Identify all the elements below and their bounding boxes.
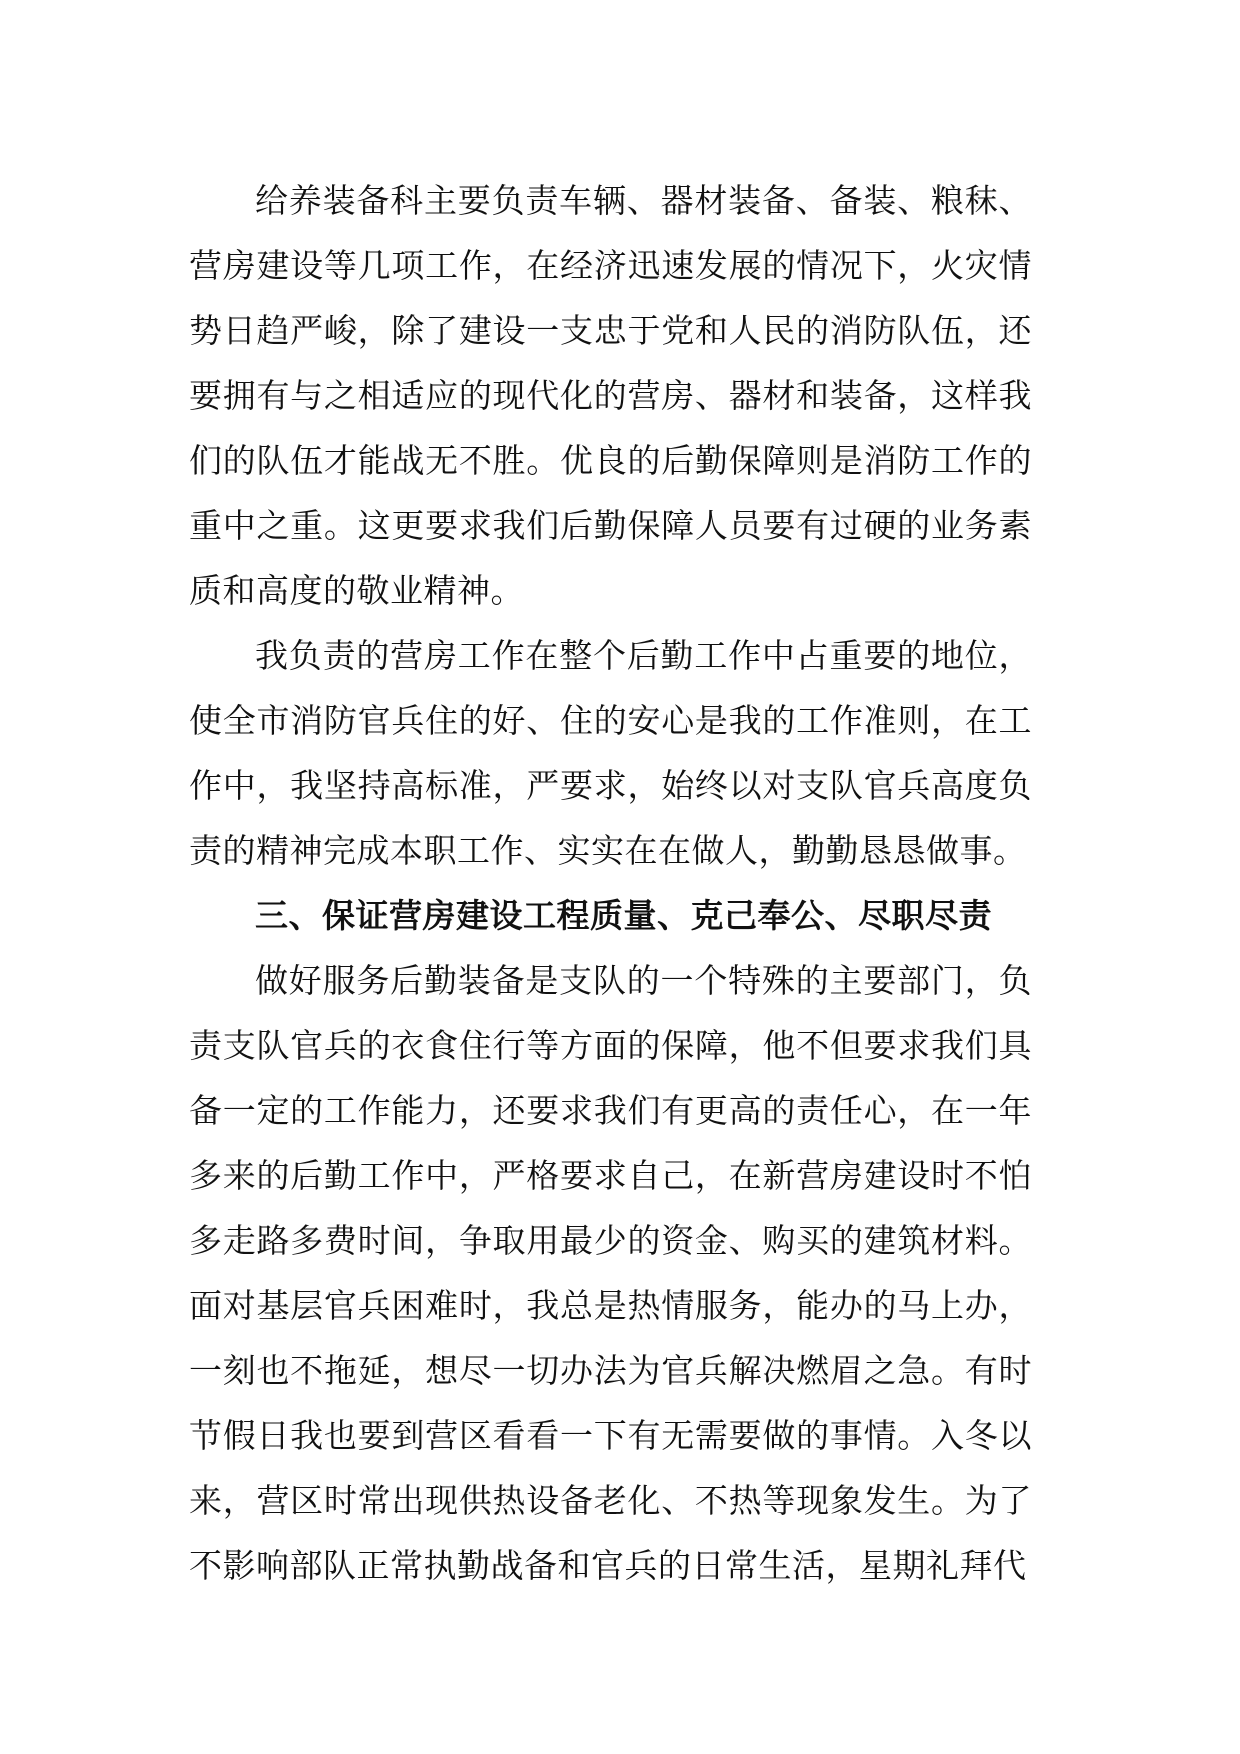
document-body xyxy=(189,168,1032,1598)
section-heading-3: 三、保证营房建设工程质量、克己奉公、尽职尽责 xyxy=(255,896,992,935)
paragraph-barracks-work: 我负责的营房工作在整个后勤工作中占重要的地位，使全市消防官兵住的好、住的安心是我的工作准则，在工作中，我坚持高标准，严要求，始终以对支队官兵高度负责的精神完成本职工作、实实在在做人，勤勤恳恳做事。 xyxy=(189,636,1032,870)
paragraph-logistics-duties: 给养装备科主要负责车辆、器材装备、备装、粮秣、营房建设等几项工作，在经济迅速发展的情况下，火灾情势日趋严峻，除了建设一支忠于党和人民的消防队伍，还要拥有与之相适应的现代化的营房、器材和装备，这样我们的队伍才能战无不胜。优良的后勤保障则是消防工作的重中之重。这更要求我们后勤保障人员要有过硬的业务素质和高度的敬业精神。 xyxy=(189,181,1032,610)
paragraph-service-logistics: 做好服务后勤装备是支队的一个特殊的主要部门，负责支队官兵的衣食住行等方面的保障，他不但要求我们具备一定的工作能力，还要求我们有更高的责任心，在一年多来的后勤工作中，严格要求自己，在新营房建设时不怕多走路多费时间，争取用最少的资金、购买的建筑材料。面对基层官兵困难时，我总是热情服务，能办的马上办，一刻也不拖延，想尽一切办法为官兵解决燃眉之急。有时节假日我也要到营区看看一下有无需要做的事情。入冬以来，营区时常出现供热设备老化、不热等现象发生。为了不影响部队正常执勤战备和官兵的日常生活，星期礼拜代 xyxy=(189,961,1032,1585)
